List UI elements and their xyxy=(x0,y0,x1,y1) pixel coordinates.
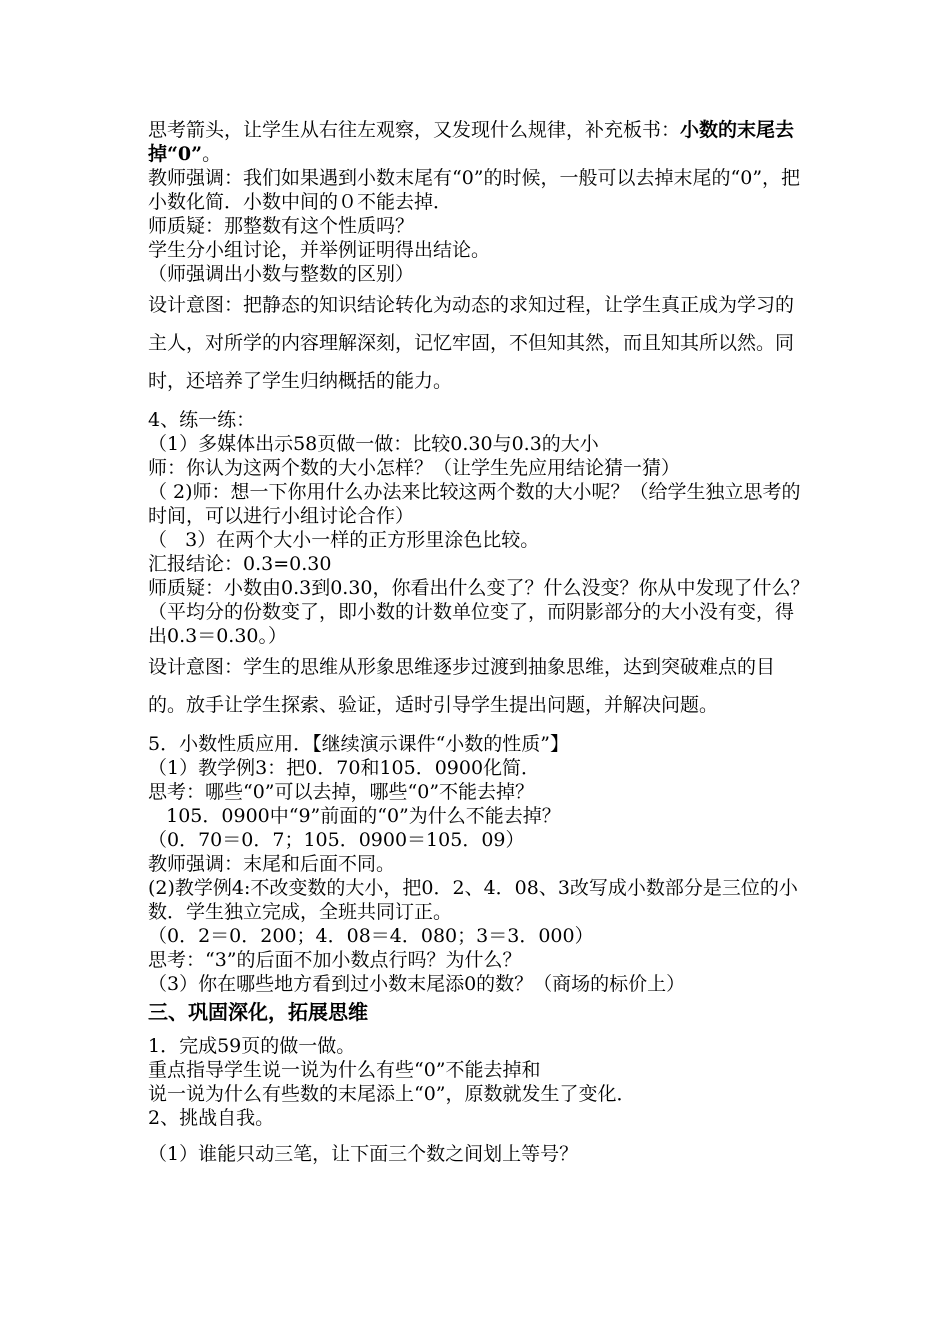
paragraph-practice-3: （ 3）在两个大小一样的正方形里涂色比较。 xyxy=(148,529,540,551)
paragraph-think-2: 105．0900中“9”前面的“0”为什么不能去掉？ xyxy=(148,805,561,827)
paragraph-think-1: 思考：哪些“0”可以去掉，哪些“0”不能去掉？ xyxy=(148,781,535,803)
paragraph-example-4: (2)教学例4:不改变数的大小，把0．2、4．08、3改写成小数部分是三位的小数．学生独立完成，全班共同订正。 xyxy=(148,877,798,923)
paragraph-group-discussion: 学生分小组讨论，并举例证明得出结论。 xyxy=(148,239,491,261)
section-application-title: 5．小数性质应用．【继续演示课件“小数的性质”】 xyxy=(148,733,570,755)
paragraph-question-3: （3）你在哪些地方看到过小数末尾添0的数？（商场的标价上） xyxy=(148,973,686,995)
section-heading-consolidate: 三、巩固深化，拓展思维 xyxy=(148,1000,368,1024)
paragraph-challenge-1: （1）谁能只动三笔，让下面三个数之间划上等号？ xyxy=(148,1143,579,1165)
paragraph-practice-teacher: 师：你认为这两个数的大小怎样？（让学生先应用结论猜一猜） xyxy=(148,457,681,479)
paragraph-difference-note: （师强调出小数与整数的区别） xyxy=(148,263,415,285)
paragraph-design-intent-1: 设计意图：把静态的知识结论转化为动态的求知过程，让学生真正成为学习的主人，对所学的内容理解深刻，记忆牢固，不但知其然，而且知其所以然。同时，还培养了学生归纳概括的能力。 xyxy=(148,294,795,392)
paragraph-practice-1: （1）多媒体出示58页做一做：比较0.30与0.3的大小 xyxy=(148,433,599,455)
section-practice-title: 4、练一练： xyxy=(148,409,256,431)
paragraph-complete-exercise: 1．完成59页的做一做。 xyxy=(148,1035,356,1057)
paragraph-guide-1: 重点指导学生说一说为什么有些“0”不能去掉和 xyxy=(148,1059,541,1081)
paragraph-answer-1: （0．70＝0．7；105．0900＝105．09） xyxy=(148,829,525,851)
paragraph-text: 思考箭头，让学生从右往左观察，又发现什么规律，补充板书： xyxy=(148,119,681,141)
paragraph-example-3: （1）教学例3：把0．70和105．0900化简． xyxy=(148,757,541,779)
paragraph-report-conclusion: 汇报结论：0.3=0.30 xyxy=(148,553,332,575)
paragraph-guide-2: 说一说为什么有些数的末尾添上“0”，原数就发生了变化． xyxy=(148,1083,636,1105)
document-body xyxy=(148,118,812,1166)
paragraph-practice-2: （ 2)师：想一下你用什么办法来比较这两个数的大小呢？（给学生独立思考的时间，可以进行小组讨论合作） xyxy=(148,481,801,527)
paragraph-think-3: 思考：“3”的后面不加小数点行吗？为什么？ xyxy=(148,949,522,971)
paragraph-teacher-question-2: 师质疑：小数由0.3到0.30，你看出什么变了？什么没变？你从中发现了什么？（平均分的份数变了，即小数的计数单位变了，而阴影部分的大小没有变，得出0.3＝0.30。） xyxy=(148,577,810,647)
paragraph-teacher-emphasis: 教师强调：我们如果遇到小数末尾有“0”的时候，一般可以去掉末尾的“0”，把小数化简．小数中间的０不能去掉． xyxy=(148,167,801,213)
paragraph-design-intent-2: 设计意图：学生的思维从形象思维逐步过渡到抽象思维，达到突破难点的目的。放手让学生探索、验证，适时引导学生提出问题，并解决问题。 xyxy=(148,656,776,716)
bold-board-note: 小数的末尾去掉“0” xyxy=(148,119,795,165)
paragraph-end: 。 xyxy=(202,143,222,165)
paragraph-challenge: 2、挑战自我。 xyxy=(148,1107,275,1129)
paragraph-teacher-emphasis-2: 教师强调：末尾和后面不同。 xyxy=(148,853,396,875)
paragraph-answer-2: （0．2＝0．200；4．08＝4．080；3＝3．000） xyxy=(148,925,594,947)
paragraph-teacher-question: 师质疑：那整数有这个性质吗？ xyxy=(148,215,415,237)
paragraph-observe-arrow xyxy=(148,118,812,166)
